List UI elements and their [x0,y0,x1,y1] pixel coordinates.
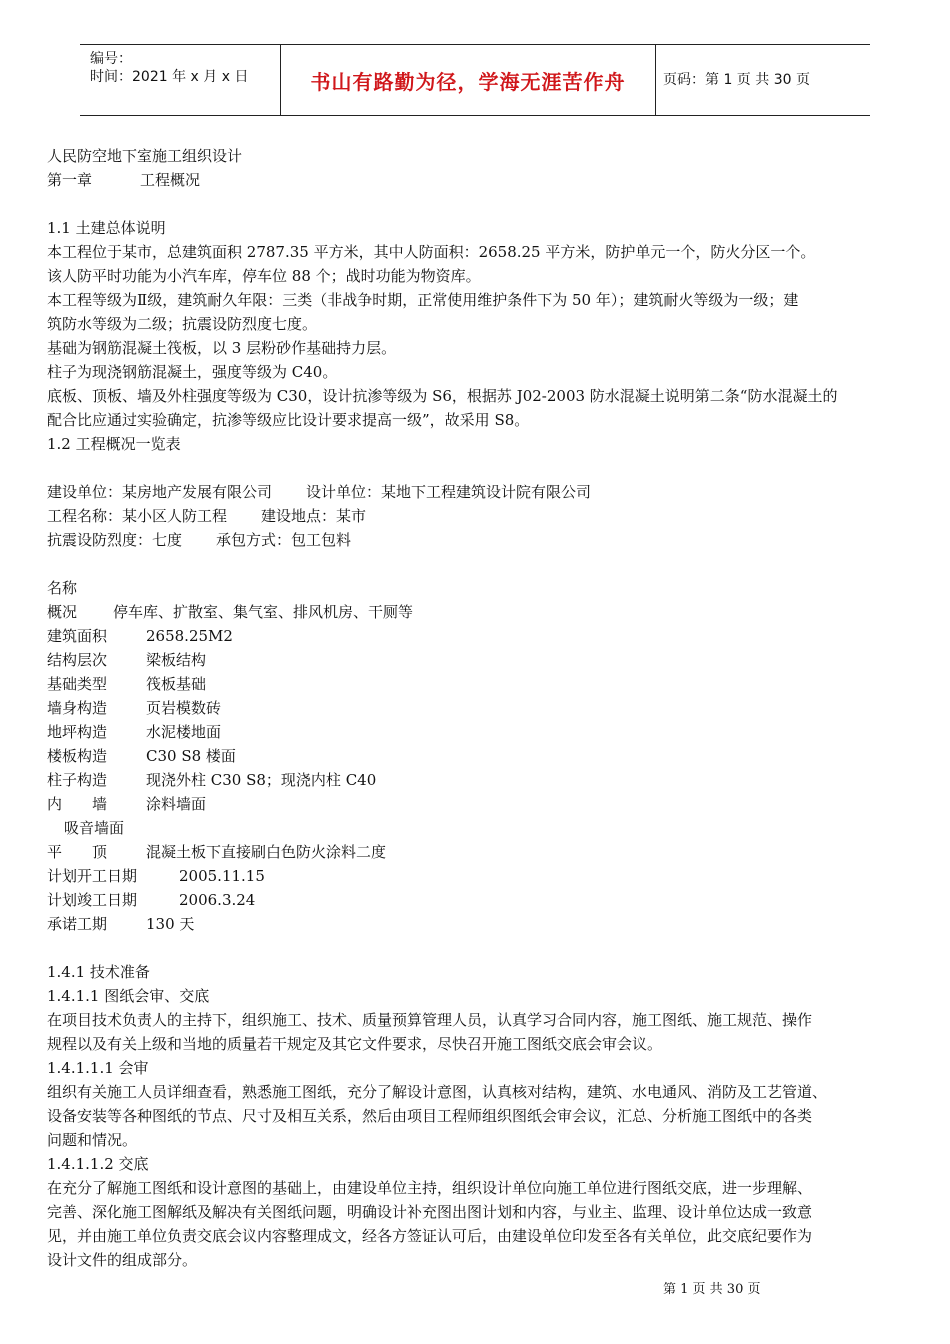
paragraph: 规程以及有关上级和当地的质量若干规定及其它文件要求，尽快召开施工图纸交底会审会议。 [47,1035,663,1053]
row-value: 页岩模数砖 [146,699,222,717]
section-heading: 1.4.1.1.2 交底 [47,1155,149,1173]
table-row [47,720,917,744]
page-header [80,44,870,116]
section-heading: 1.1 土建总体说明 [47,219,166,237]
paragraph: 问题和情况。 [47,1131,138,1149]
document-body [47,144,917,1272]
row-value: C30 S8 楼面 [146,747,236,765]
paragraph: 在充分了解施工图纸和设计意图的基础上，由建设单位主持，组织设计单位向施工单位进行图纸交底，进一步理解、 [47,1179,813,1197]
row-value: 梁板结构 [146,651,207,669]
paragraph: 筑防水等级为二级；抗震设防烈度七度。 [47,315,318,333]
page-footer: 第 1 页 共 30 页 [663,1282,761,1297]
row-key: 计划竣工日期 [47,891,138,909]
seismic: 抗震设防烈度：七度 [47,531,183,549]
paragraph: 本工程位于某市，总建筑面积 2787.35 平方米，其中人防面积：2658.25 平方米，防护单元一个，防火分区一个。 [47,243,816,261]
row-value: 2005.11.15 [179,867,265,885]
paragraph: 完善、深化施工图解纸及解决有关图纸问题，明确设计补充图出图计划和内容，与业主、监理、设计单位达成一致意 [47,1203,813,1221]
paragraph: 设备安装等各种图纸的节点、尺寸及相互关系，然后由项目工程师组织图纸会审会议，汇总、分析施工图纸中的各类 [47,1107,813,1125]
sound-wall: 吸音墙面 [64,819,125,837]
number-label: 编号： [90,51,132,67]
row-value: 涂料墙面 [146,795,207,813]
paragraph: 该人防平时功能为小汽车库，停车位 88 个；战时功能为物资库。 [47,267,481,285]
time-label: 时间：2021 年 x 月 x 日 [90,69,249,85]
row-value: 混凝土板下直接刷白色防火涂料二度 [146,843,387,861]
paragraph: 设计文件的组成部分。 [47,1251,198,1269]
table-row [47,768,917,792]
row-key: 地坪构造 [47,723,108,741]
chapter-title: 工程概况 [140,171,201,189]
header-meta-cell [80,45,280,115]
paragraph: 组织有关施工人员详细查看，熟悉施工图纸，充分了解设计意图，认真核对结构，建筑、水电通风、消防及工艺管道、 [47,1083,828,1101]
row-value: 2658.25M2 [146,627,233,645]
doc-title: 人民防空地下室施工组织设计 [47,147,243,165]
row-key: 楼板构造 [47,747,108,765]
info-row [47,528,917,552]
name-label: 名称 [47,579,78,597]
section-heading: 1.4.1.1 图纸会审、交底 [47,987,210,1005]
table-row [47,864,917,888]
location: 建设地点：某市 [261,507,367,525]
paragraph: 基础为钢筋混凝土筏板，以 3 层粉砂作基础持力层。 [47,339,397,357]
row-key: 内 墙 [47,795,108,813]
header-motto-cell [280,45,656,115]
table-row [47,648,917,672]
table-row [47,672,917,696]
row-key: 结构层次 [47,651,108,669]
chapter-heading [47,168,917,192]
table-row [47,624,917,648]
row-key: 平 顶 [47,843,108,861]
row-key: 墙身构造 [47,699,108,717]
contract: 承包方式：包工包料 [216,531,352,549]
table-row [47,912,917,936]
paragraph: 配合比应通过实验确定，抗渗等级应比设计要求提高一级”，故采用 S8。 [47,411,530,429]
paragraph: 底板、顶板、墙及外柱强度等级为 C30，设计抗渗等级为 S6，根据苏 J02-2003 防水混凝土说明第二条“防水混凝土的 [47,387,838,405]
overview-value: 停车库、扩散室、集气室、排风机房、干厕等 [113,603,414,621]
row-key: 基础类型 [47,675,108,693]
paragraph: 本工程等级为Ⅱ级，建筑耐久年限：三类（非战争时期，正常使用维护条件下为 50 年）；建筑耐火等级为一级；建 [47,291,799,309]
info-row [47,480,917,504]
row-key: 柱子构造 [47,771,108,789]
table-row [47,888,917,912]
table-row [47,792,917,816]
overview-key: 概况 [47,603,78,621]
row-key: 计划开工日期 [47,867,138,885]
row-value: 现浇外柱 C30 S8；现浇内柱 C40 [146,771,377,789]
row-value: 筏板基础 [146,675,207,693]
section-heading: 1.4.1 技术准备 [47,963,150,981]
overview-row [47,600,917,624]
table-row [47,744,917,768]
page-count-label: 页码：第 1 页 共 30 页 [663,72,810,88]
table-row [47,696,917,720]
row-value: 2006.3.24 [179,891,256,909]
paragraph: 柱子为现浇钢筋混凝土，强度等级为 C40。 [47,363,338,381]
paragraph: 见，并由施工单位负责交底会议内容整理成文，经各方签证认可后，由建设单位印发至各有关单位，此交底纪要作为 [47,1227,813,1245]
row-value: 水泥楼地面 [146,723,222,741]
table-row [47,840,917,864]
project-name: 工程名称：某小区人防工程 [47,507,228,525]
section-heading: 1.2 工程概况一览表 [47,435,181,453]
designer: 设计单位：某地下工程建筑设计院有限公司 [306,483,592,501]
paragraph: 在项目技术负责人的主持下，组织施工、技术、质量预算管理人员，认真学习合同内容，施工图纸、施工规范、操作 [47,1011,813,1029]
row-key: 承诺工期 [47,915,108,933]
header-page-cell [655,45,870,115]
motto: 书山有路勤为径，学海无涯苦作舟 [310,70,626,94]
owner: 建设单位：某房地产发展有限公司 [47,483,273,501]
section-heading: 1.4.1.1.1 会审 [47,1059,149,1077]
chapter-number: 第一章 [47,171,93,189]
info-row [47,504,917,528]
row-key: 建筑面积 [47,627,108,645]
row-value: 130 天 [146,915,195,933]
